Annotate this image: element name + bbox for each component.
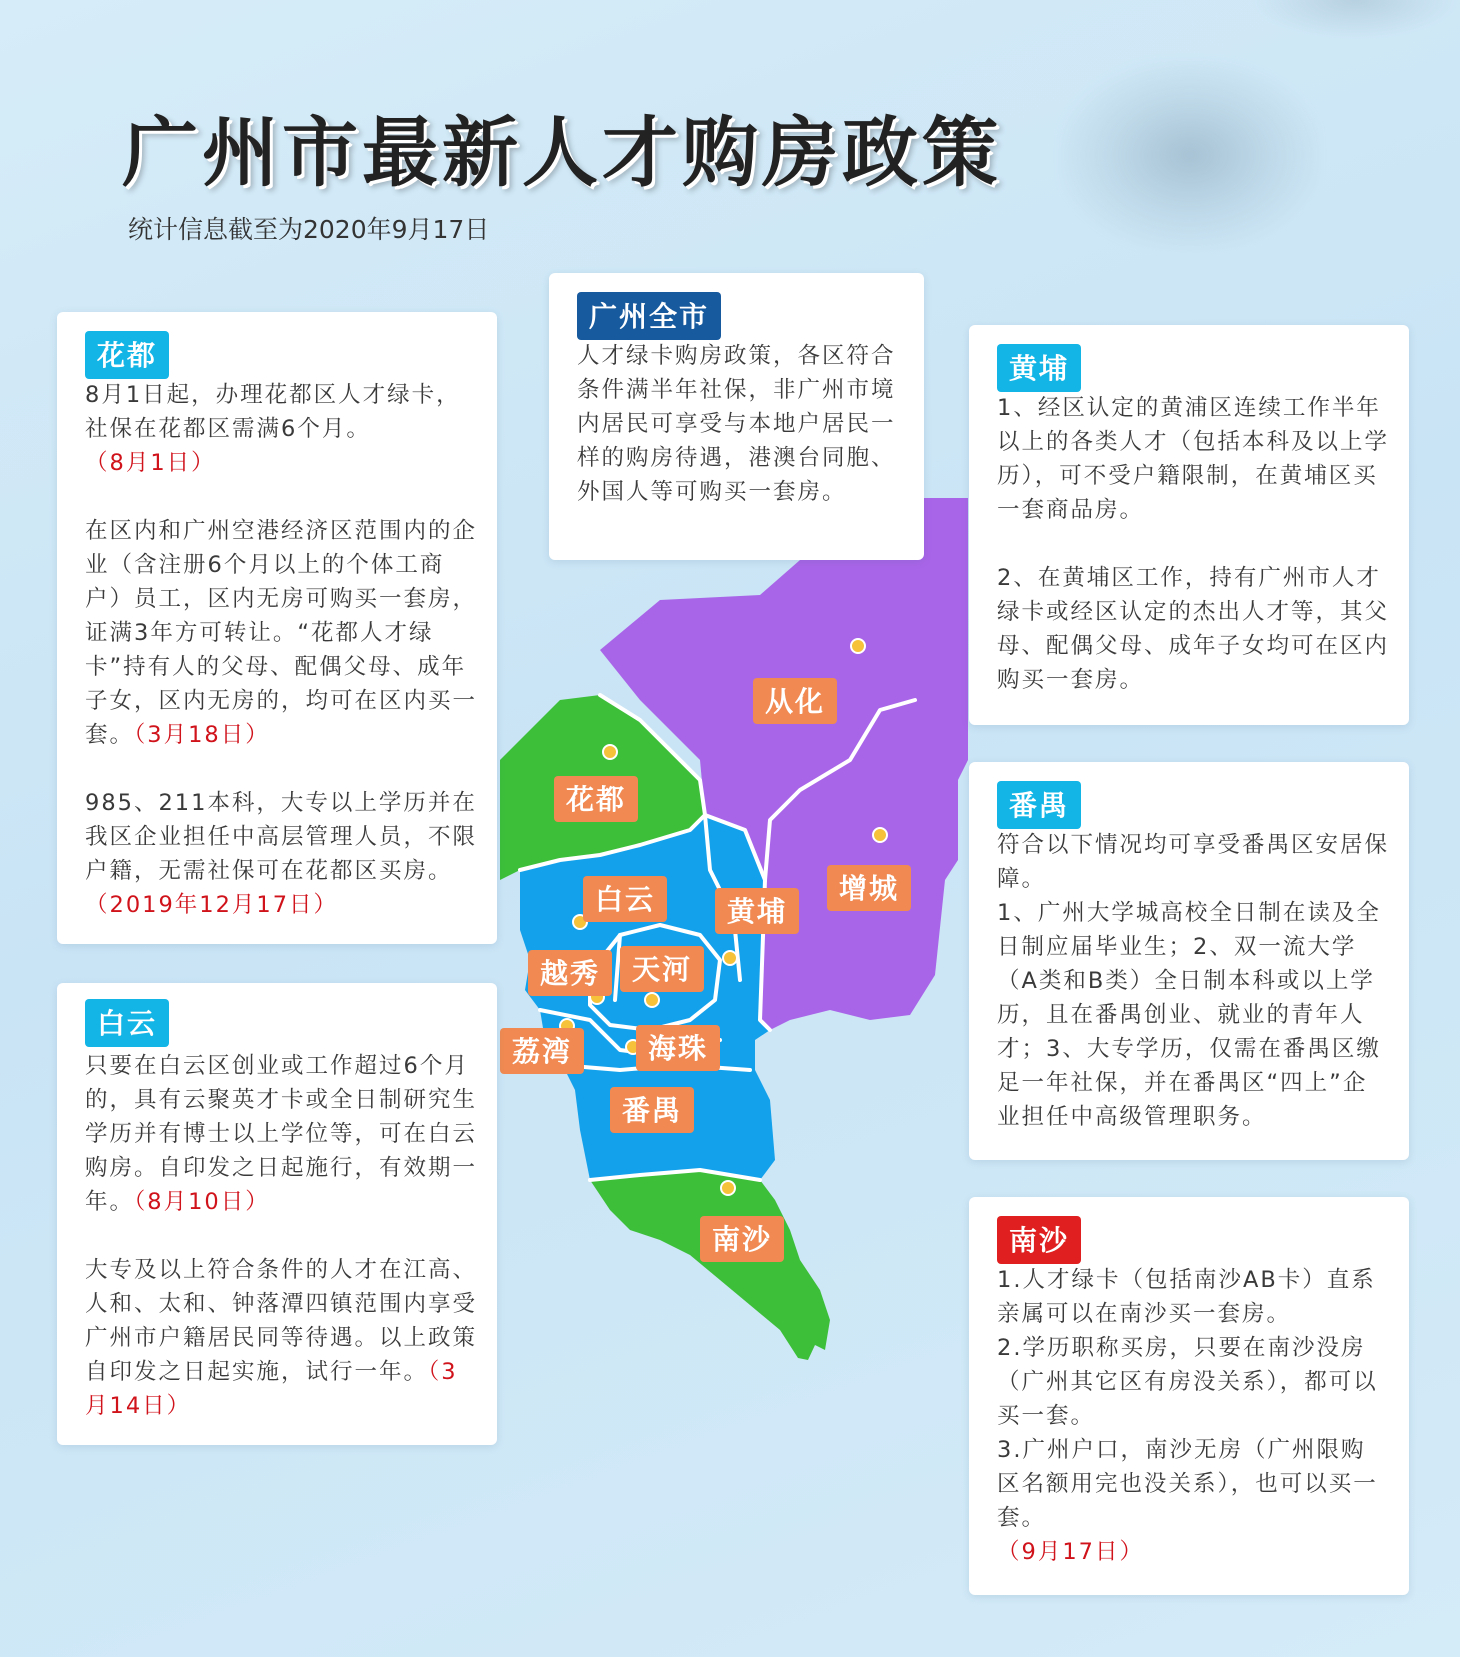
marker-nansha — [721, 1181, 735, 1195]
card-panyu — [969, 762, 1409, 1160]
baiyun-paragraph-1 — [85, 1049, 477, 1219]
huadu-date-1: （8月1日） — [85, 450, 216, 476]
map-label-conghua: 从化 — [753, 678, 837, 724]
marker-huangpu — [723, 951, 737, 965]
citywide-paragraph-1 — [577, 339, 899, 509]
nansha-text-1: 1.人才绿卡（包括南沙AB卡）直系亲属可以在南沙买一套房。 — [997, 1267, 1376, 1327]
map-label-panyu: 番禺 — [610, 1087, 694, 1133]
map-label-tianhe: 天河 — [620, 946, 704, 992]
marker-huadu — [603, 745, 617, 759]
panyu-paragraph-1 — [997, 828, 1389, 1134]
map-label-huangpu: 黄埔 — [715, 888, 799, 934]
tag-huadu: 花都 — [85, 331, 169, 379]
map-label-zengcheng: 增城 — [827, 865, 911, 911]
district-nansha-shape — [590, 1170, 830, 1360]
baiyun-date-1: （8月10日） — [134, 1189, 270, 1215]
map-label-baiyun: 白云 — [583, 876, 667, 922]
tag-huangpu: 黄埔 — [997, 344, 1081, 392]
map-label-huadu: 花都 — [554, 776, 638, 822]
baiyun-text-2: 大专及以上符合条件的人才在江高、人和、太和、钟落潭四镇范围内享受广州市户籍居民同等待遇。以上政策自印发之日起实施，试行一年。 — [85, 1257, 478, 1385]
baiyun-text-1: 只要在白云区创业或工作超过6个月的，具有云聚英才卡或全日制研究生学历并有博士以上学位等，可在白云购房。自印发之日起施行，有效期一年。 — [85, 1053, 478, 1215]
huadu-date-2: （3月18日） — [134, 722, 270, 748]
nansha-text-2: 2.学历职称买房，只要在南沙没房（广州其它区有房没关系），都可以买一套。 — [997, 1335, 1378, 1429]
map-label-liwan: 荔湾 — [500, 1028, 584, 1074]
nansha-paragraph-1 — [997, 1263, 1389, 1569]
marker-conghua — [851, 639, 865, 653]
tag-panyu: 番禺 — [997, 781, 1081, 829]
panyu-text-2: 1、广州大学城高校全日制在读及全日制应届毕业生；2、双一流大学（A类和B类）全日制本科或以上学历，且在番禺创业、就业的青年人才；3、大专学历，仅需在番禺区缴足一年社保，并在番禺区“四上”企业担任中高级管理职务。 — [997, 900, 1381, 1130]
baiyun-paragraph-2 — [85, 1253, 477, 1423]
huadu-date-3: （2019年12月17日） — [85, 892, 339, 918]
page-title: 广州市最新人才购房政策 — [122, 108, 1002, 197]
huadu-text-3: 985、211本科，大专以上学历并在我区企业担任中高层管理人员，不限户籍，无需社保可在花都区买房。 — [85, 790, 478, 884]
huadu-paragraph-2 — [85, 514, 477, 752]
huadu-text-2: 在区内和广州空港经济区范围内的企业（含注册6个月以上的个体工商户）员工，区内无房可购买一套房，证满3年方可转让。“花都人才绿卡”持有人的父母、配偶父母、成年子女，区内无房的，均可在区内买一套。 — [85, 518, 478, 748]
huangpu-paragraph-1 — [997, 391, 1389, 527]
marker-zengcheng — [873, 828, 887, 842]
panyu-text-1: 符合以下情况均可享受番禺区安居保障。 — [997, 832, 1390, 892]
card-huadu — [57, 312, 497, 944]
huadu-text-1: 8月1日起，办理花都区人才绿卡，社保在花都区需满6个月。 — [85, 382, 461, 442]
baiyun-date-2: （3月14日） — [85, 1359, 458, 1419]
card-huangpu — [969, 325, 1409, 725]
tag-citywide: 广州全市 — [577, 292, 721, 340]
huadu-paragraph-1 — [85, 378, 477, 480]
page-subtitle: 统计信息截至为2020年9月17日 — [128, 215, 490, 244]
card-citywide — [549, 273, 924, 560]
nansha-date-3: （9月17日） — [997, 1539, 1144, 1565]
tag-baiyun: 白云 — [85, 999, 169, 1047]
card-baiyun — [57, 983, 497, 1445]
map-label-nansha: 南沙 — [700, 1216, 784, 1262]
huangpu-paragraph-2 — [997, 561, 1389, 697]
map-label-haizhu: 海珠 — [636, 1025, 720, 1071]
huangpu-text-2: 2、在黄埔区工作，持有广州市人才绿卡或经区认定的杰出人才等，其父母、配偶父母、成年子女均可在区内购买一套房。 — [997, 565, 1390, 693]
huadu-paragraph-3 — [85, 786, 477, 922]
nansha-text-3: 3.广州户口，南沙无房（广州限购区名额用完也没关系），也可以买一套。 — [997, 1437, 1378, 1531]
marker-tianhe — [645, 993, 659, 1007]
huangpu-text-1: 1、经区认定的黄浦区连续工作半年以上的各类人才（包括本科及以上学历），可不受户籍限制，在黄埔区买一套商品房。 — [997, 395, 1390, 523]
card-nansha — [969, 1197, 1409, 1595]
citywide-text-1: 人才绿卡购房政策，各区符合条件满半年社保，非广州市境内居民可享受与本地户居民一样的购房待遇，港澳台同胞、外国人等可购买一套房。 — [577, 343, 896, 505]
map-label-yuexiu: 越秀 — [528, 950, 612, 996]
tag-nansha: 南沙 — [997, 1216, 1081, 1264]
